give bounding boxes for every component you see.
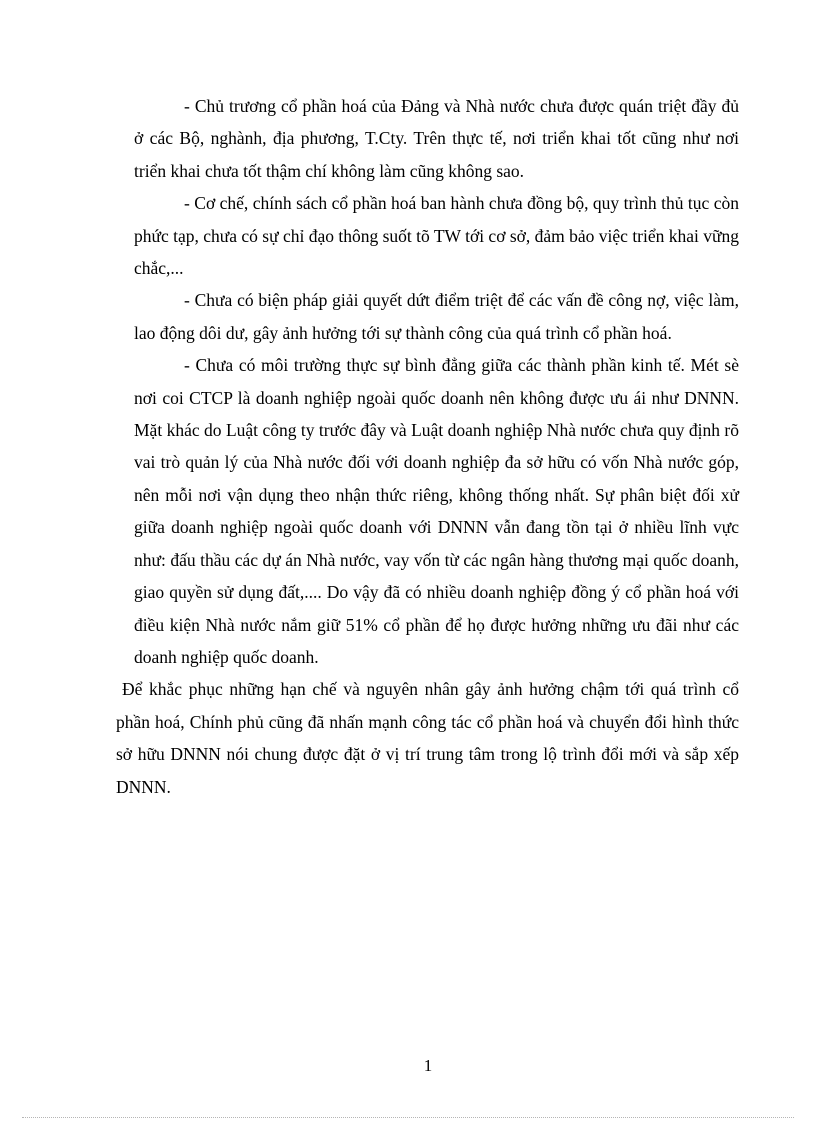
paragraph-equal-environment: - Chưa có môi trường thực sự bình đẳng giữa các thành phần kinh tế. Mét sè nơi coi CTCP là doanh nghiệp ngoài quốc doanh nên không được ưu ái như DNNN. Mặt khác do Luật công ty trước đây và Luật doanh nghiệp Nhà nước chưa quy định rõ vai trò quản lý của Nhà nước đối với doanh nghiệp đa sở hữu có vốn Nhà nước góp, nên mỗi nơi vận dụng theo nhận thức riêng, không thống nhất. Sự phân biệt đối xử giữa doanh nghiệp ngoài quốc doanh với DNNN vẫn đang tồn tại ở nhiều lĩnh vực như: đấu thầu các dự án Nhà nước, vay vốn từ các ngân hàng thương mại quốc doanh, giao quyền sử dụng đất,.... Do vậy đã có nhiều doanh nghiệp đồng ý cổ phần hoá với điều kiện Nhà nước nắm giữ 51% cổ phần để họ được hưởng những ưu đãi như các doanh nghiệp quốc doanh.: [134, 355, 739, 667]
page-number: 1: [423, 1056, 433, 1075]
paragraph-mechanism-policy: - Cơ chế, chính sách cổ phần hoá ban hành chưa đồng bộ, quy trình thủ tục còn phức tạp, chưa có sự chỉ đạo thông suốt tõ TW tới cơ sở, đảm bảo việc triển khai vững chắc,...: [134, 193, 739, 279]
paragraph-debt-resolution: - Chưa có biện pháp giải quyết dứt điểm triệt để các vấn đề công nợ, việc làm, lao động dôi dư, gây ảnh hưởng tới sự thành công của quá trình cổ phần hoá.: [134, 290, 739, 343]
footer-divider: [22, 1117, 794, 1118]
paragraph-government-measures: Để khắc phục những hạn chế và nguyên nhân gây ảnh hưởng chậm tới quá trình cổ phần hoá, Chính phủ cũng đã nhấn mạnh công tác cổ phần hoá và chuyển đổi hình thức sở hữu DNNN nói chung được đặt ở vị trí trung tâm trong lộ trình đổi mới và sắp xếp DNNN.: [116, 679, 739, 797]
body-text: [116, 90, 739, 803]
paragraph-party-policy: - Chủ trương cổ phần hoá của Đảng và Nhà nước chưa được quán triệt đầy đủ ở các Bộ, nghành, địa phương, T.Cty. Trên thực tế, nơi triển khai tốt cũng như nơi triển khai chưa tốt thậm chí không làm cũng không sao.: [134, 96, 739, 181]
